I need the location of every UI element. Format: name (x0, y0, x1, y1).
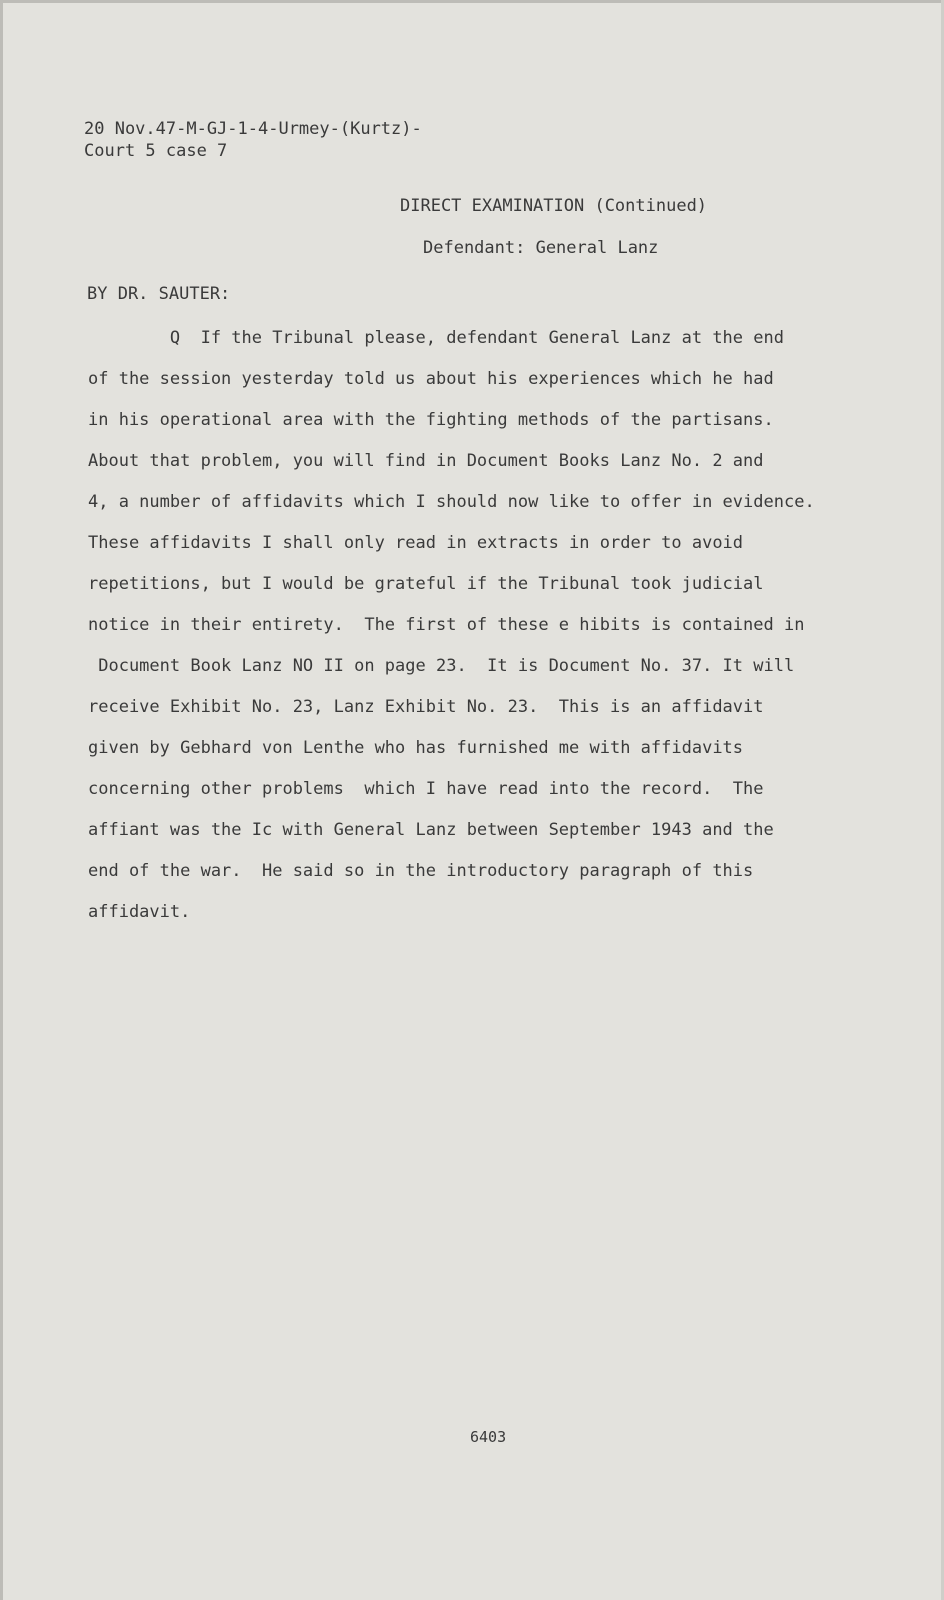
document-header (84, 118, 422, 162)
transcript-line: receive Exhibit No. 23, Lanz Exhibit No. 23. This is an affidavit (88, 697, 764, 717)
defendant-subtitle: Defendant: General Lanz (423, 238, 659, 258)
transcript-line: Q If the Tribunal please, defendant General Lanz at the end (88, 328, 784, 348)
transcript-line: These affidavits I shall only read in extracts in order to avoid (88, 533, 744, 553)
transcript-line: concerning other problems which I have read into the record. The (88, 779, 764, 799)
transcript-line: of the session yesterday told us about his experiences which he had (88, 369, 774, 389)
transcript-line: given by Gebhard von Lenthe who has furnished me with affidavits (88, 738, 744, 758)
transcript-line: affiant was the Ic with General Lanz between September 1943 and the (88, 820, 774, 840)
page-edge-top (0, 0, 944, 3)
transcript-line: repetitions, but I would be grateful if the Tribunal took judicial (88, 574, 764, 594)
transcript-body (88, 318, 828, 933)
transcript-line: notice in their entirety. The first of these e hibits is contained in (88, 615, 805, 635)
transcript-line: affidavit. (88, 902, 191, 922)
examiner-label: BY DR. SAUTER: (87, 284, 231, 304)
transcript-line: About that problem, you will find in Document Books Lanz No. 2 and (88, 451, 764, 471)
page-number: 6403 (470, 1428, 507, 1446)
transcript-line: 4, a number of affidavits which I should now like to offer in evidence. (88, 492, 815, 512)
section-title: DIRECT EXAMINATION (Continued) (400, 196, 708, 216)
header-reference-line: 20 Nov.47-M-GJ-1-4-Urmey-(Kurtz)- (84, 119, 422, 139)
transcript-line: end of the war. He said so in the introductory paragraph of this (88, 861, 754, 881)
header-court-line: Court 5 case 7 (84, 141, 228, 161)
transcript-line: Document Book Lanz NO II on page 23. It is Document No. 37. It will (88, 656, 795, 676)
page-edge-left (0, 0, 3, 1600)
transcript-line: in his operational area with the fighting methods of the partisans. (88, 410, 774, 430)
